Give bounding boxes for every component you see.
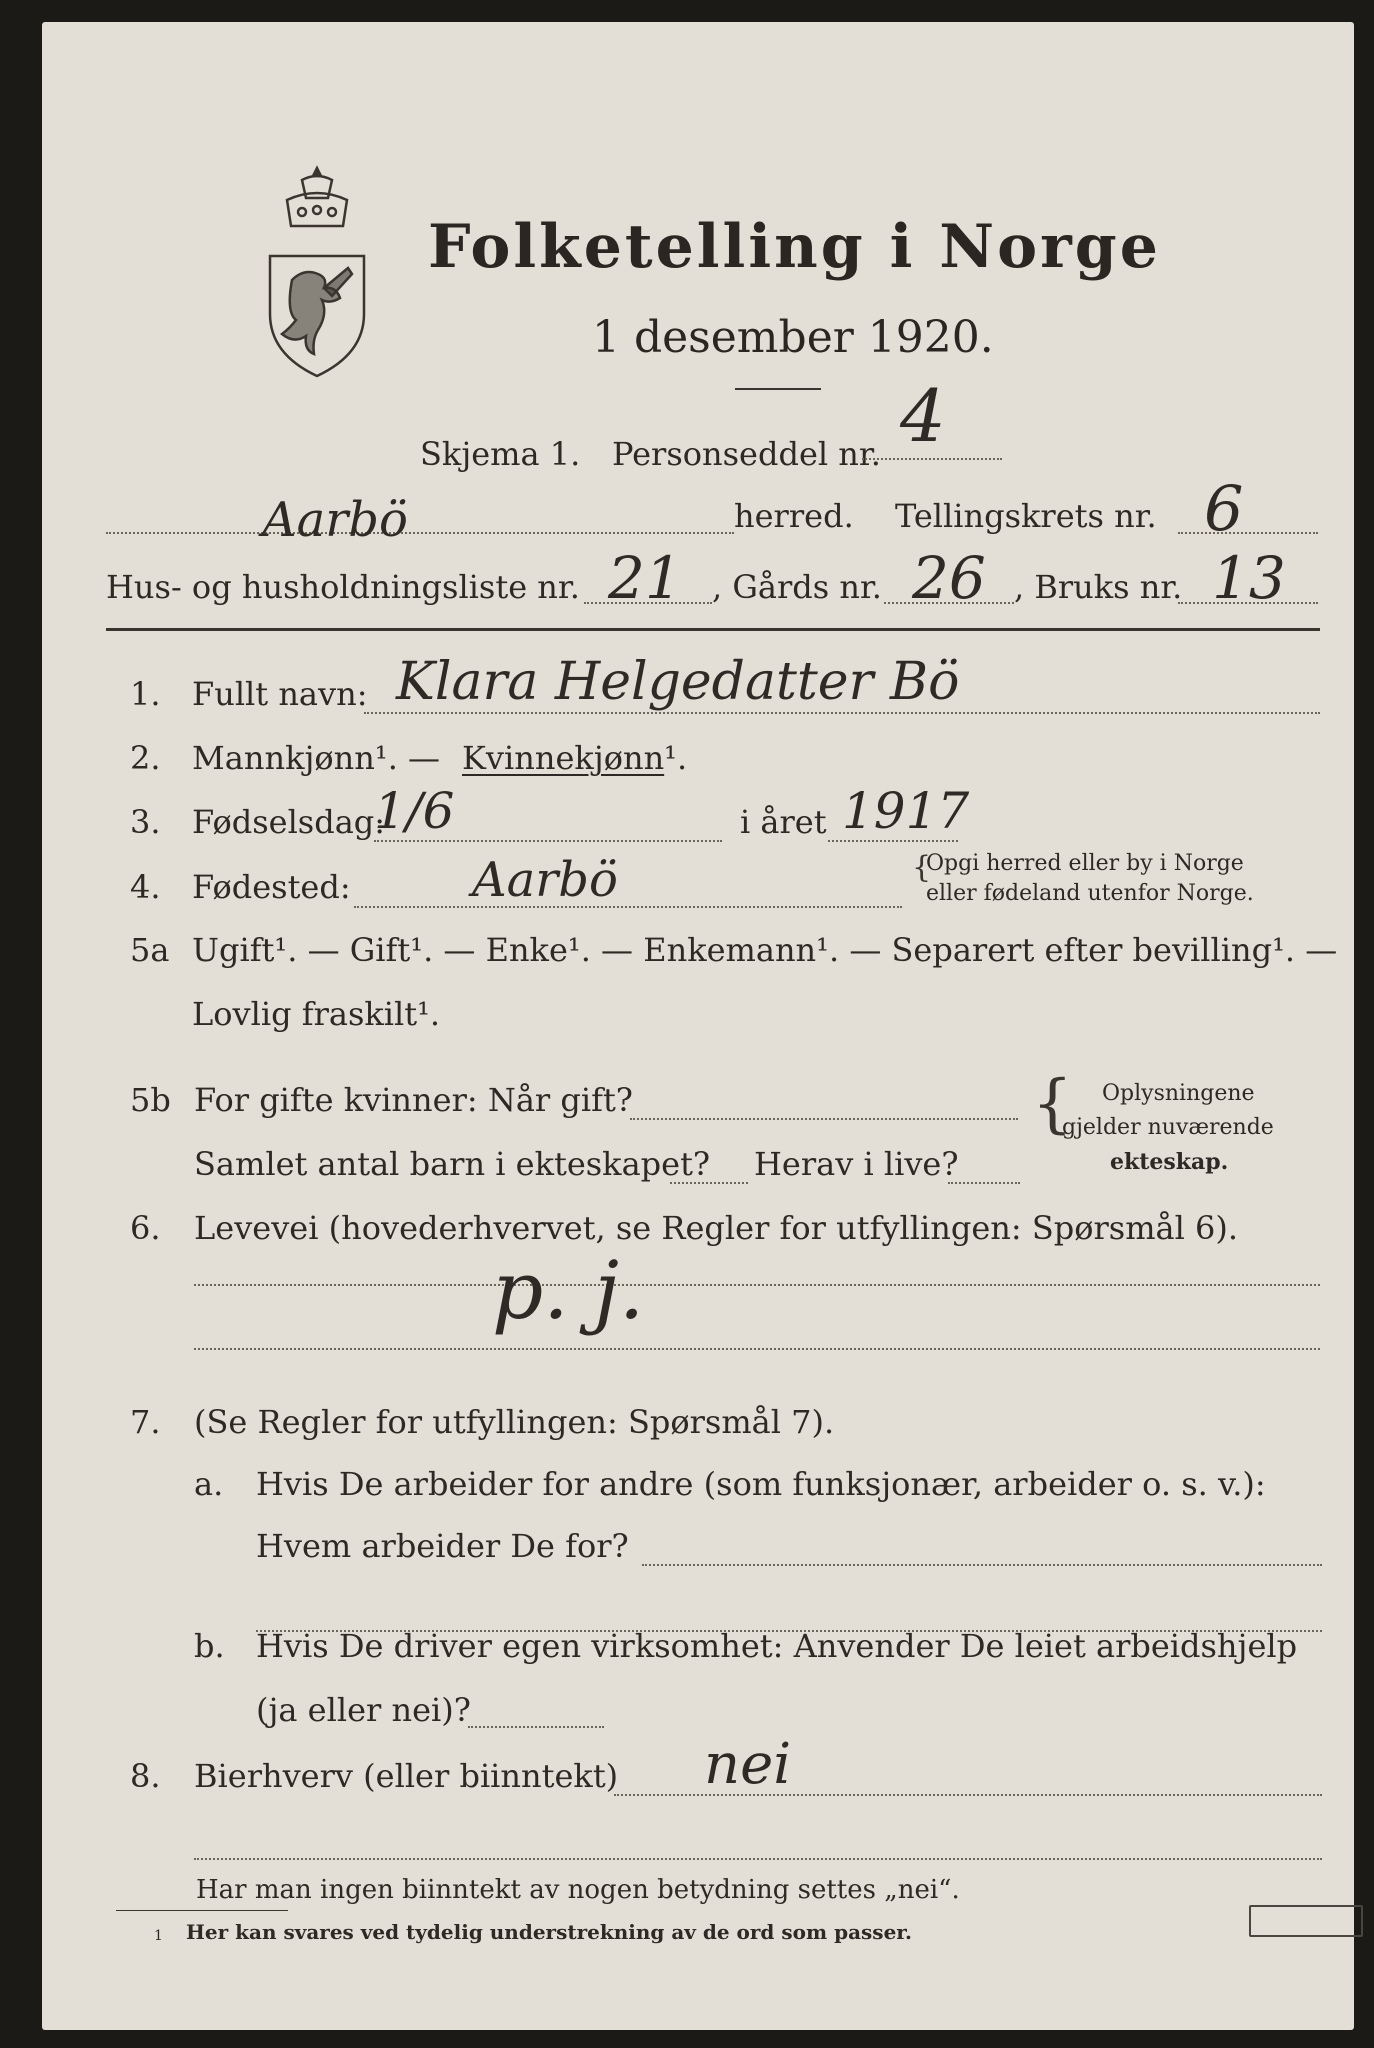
gards-value[interactable]: 26 [912, 544, 986, 612]
q2-female-option[interactable]: Kvinnekjønn [462, 739, 665, 777]
q2-male-option[interactable]: Mannkjønn¹. — [192, 739, 441, 777]
q5b-note-1: Oplysningene [1102, 1081, 1255, 1106]
q5a-options-2[interactable]: Lovlig fraskilt¹. [192, 995, 441, 1033]
q3-label: Fødselsdag: [192, 803, 386, 841]
hus-label: Hus- og husholdningsliste nr. [106, 568, 580, 606]
bruks-label: , Bruks nr. [1014, 568, 1183, 606]
q4-label: Fødested: [192, 868, 351, 906]
q5b-note-2: gjelder nuværende [1062, 1115, 1274, 1140]
q2-number: 2. [130, 739, 161, 777]
census-date: 1 desember 1920. [592, 312, 994, 363]
q5a-number: 5a [130, 931, 170, 969]
q8-label: Bierhverv (eller biinntekt) [194, 1757, 619, 1795]
q7b-text: Hvis De driver egen virksomhet: Anvender De leiet arbeidshjelp [256, 1627, 1298, 1665]
q5b-number: 5b [130, 1081, 171, 1119]
q7a-answer-line[interactable] [642, 1564, 1322, 1566]
bruks-value[interactable]: 13 [1212, 544, 1286, 612]
q7b-letter: b. [194, 1627, 225, 1665]
q7a-letter: a. [194, 1465, 224, 1503]
side-income-value[interactable]: nei [704, 1732, 792, 1797]
q3-number: 3. [130, 803, 161, 841]
personseddel-label: Personseddel nr. [612, 435, 881, 473]
q7a-text-2: Hvem arbeider De for? [256, 1527, 629, 1565]
q4-note-2: eller fødeland utenfor Norge. [926, 881, 1254, 906]
q5b-herav: Herav i live? [754, 1145, 959, 1183]
title-divider [735, 388, 821, 390]
q4-number: 4. [130, 868, 161, 906]
birthday-value[interactable]: 1/6 [374, 782, 455, 840]
tellingskrets-value[interactable]: 6 [1204, 472, 1244, 545]
q5b-note-3: ekteskap. [1110, 1149, 1229, 1175]
q7a-text: Hvis De arbeider for andre (som funksjonær, arbeider o. s. v.): [256, 1465, 1266, 1503]
q5b-label: For gifte kvinner: Når gift? [194, 1081, 633, 1119]
q7-number: 7. [130, 1403, 161, 1441]
q4-note-1: Opgi herred eller by i Norge [926, 851, 1244, 876]
q5b-label-2: Samlet antal barn i ekteskapet? [194, 1145, 711, 1183]
q8-number: 8. [130, 1757, 161, 1795]
full-name-value[interactable]: Klara Helgedatter Bö [396, 652, 960, 712]
q6-label: Levevei (hovederhvervet, se Regler for utfyllingen: Spørsmål 6). [194, 1209, 1239, 1247]
skjema-label: Skjema 1. [420, 435, 581, 473]
q7b-text-2: (ja eller nei)? [256, 1691, 471, 1729]
q1-label: Fullt navn: [192, 675, 368, 713]
hus-value[interactable]: 21 [608, 544, 682, 612]
form-title: Folketelling i Norge [428, 212, 1161, 282]
header-rule [106, 628, 1320, 631]
q1-number: 1. [130, 675, 161, 713]
gards-label: , Gårds nr. [712, 568, 882, 606]
birth-year-value[interactable]: 1917 [842, 782, 970, 840]
tellingskrets-label: Tellingskrets nr. [895, 497, 1157, 535]
personseddel-value[interactable]: 4 [900, 374, 946, 458]
census-form: Folketelling i Norge 1 desember 1920. Skjema 1. Personseddel nr. 4 Aarbö herred. Tellingskrets nr. 6 Hus- og husholdningsliste nr. 21 , Gårds nr. 26 , Bruks nr. 13 1. Fullt navn: Klara Helgedatter Bö 2. Mannkjønn¹. — Kvinnekjønn¹. 3. Fødselsdag: 1/6 i året 1917 4. Fødested: Aarbö { Opgi herred eller by i Norge eller fødeland utenfor Norge. 5a Ugift¹. — Gift¹. — Enke¹. — Enkemann¹. — Separert efter bevilling¹. — Lovlig fraskilt¹. 5b For gifte kvinner: Når gift? Samlet antal barn i ekteskapet? Herav i live? { Oplysningene gjelder nuværende ekteskap. 6. Levevei (hovederhvervet, se Regler for utfyllingen: Spørsmål 6). p. j. 7. (Se Regler for utfyllingen: Spørsmål 7). a. Hvis De arbeider for andre (som funksjonær, arbeider o. s. v.): Hvem arbeider De for? b. Hvis De driver egen virksomhet: Anvender De leiet arbeidshjelp (ja eller nei)? 8. Bierhverv (eller biinntekt) nei Har man ingen biinntekt av nogen betydning settes „nei“. 1 Her kan svares ved tydelig understrekning av de ord som passer. [42, 22, 1354, 2030]
q7b-answer-line[interactable] [468, 1726, 604, 1728]
coat-of-arms-icon [262, 160, 372, 380]
herred-value[interactable]: Aarbö [262, 492, 408, 548]
nei-instruction: Har man ingen biinntekt av nogen betydning settes „nei“. [196, 1875, 960, 1905]
printer-stamp-icon [1249, 1905, 1363, 1937]
footnote-mark: 1 [154, 1928, 163, 1944]
occupation-value[interactable]: p. j. [492, 1244, 645, 1337]
herred-label: herred. [734, 497, 854, 535]
birthplace-value[interactable]: Aarbö [472, 852, 618, 908]
footnote-rule [116, 1910, 288, 1911]
footnote-text: Her kan svares ved tydelig understrekning av de ord som passer. [186, 1920, 912, 1944]
q3-year-label: i året [740, 803, 827, 841]
q5a-options[interactable]: Ugift¹. — Gift¹. — Enke¹. — Enkemann¹. — Separert efter bevilling¹. — [192, 931, 1338, 969]
q6-number: 6. [130, 1209, 161, 1247]
q7-label: (Se Regler for utfyllingen: Spørsmål 7). [194, 1403, 835, 1441]
